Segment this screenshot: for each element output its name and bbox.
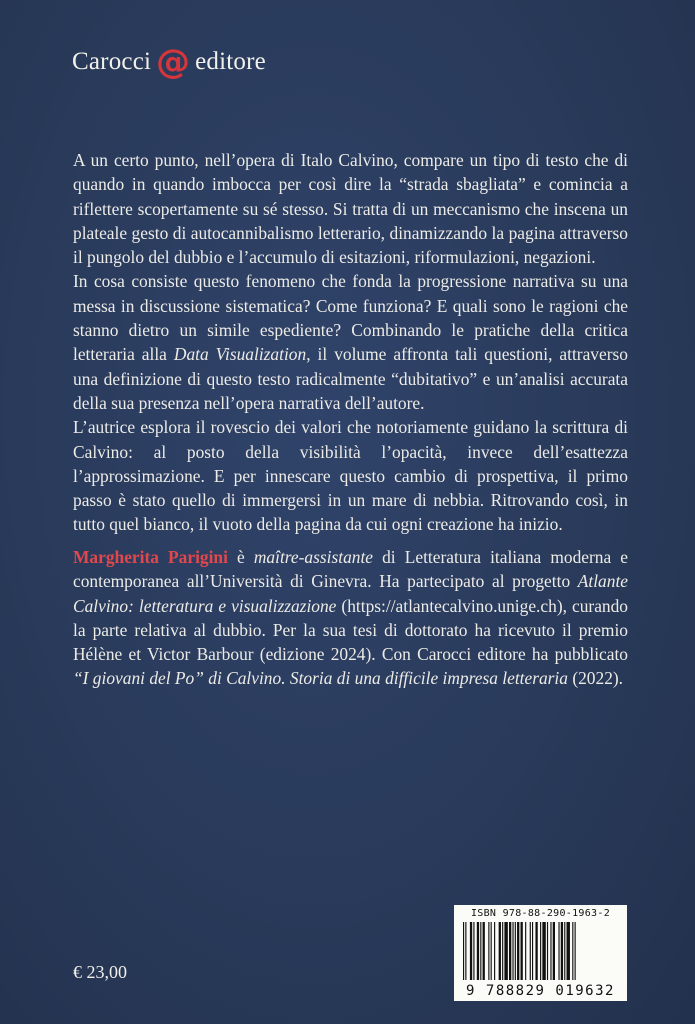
bio-project: Atlante Calvino: letteratura e visualizzazione <box>73 571 628 616</box>
description-p2-before: In cosa consiste questo fenomeno che fonda la progressione narrativa su una messa in discussione sistematica? Come funziona? E quali sono le ragioni che stanno dietro un simile espediente? Combinando le pratiche della critica letteraria alla <box>73 271 628 365</box>
bio-text-2: di Letteratura italiana moderna e contemporanea all’Università di Ginevra. Ha partecipato al progetto <box>73 547 629 592</box>
description-paragraph-1: A un certo punto, nell’opera di Italo Calvino, compare un tipo di testo che di quando in quando imbocca per così dire la “strada sbagliata” e comincia a riflettere scopertamente su sé stesso. Si tratta di un meccanismo che inscena un plateale gesto di autocannibalismo letterario, dinamizzando la pagina attraverso il pungolo del dubbio e l’accumulo di esitazioni, riformulazioni, negazioni. <box>73 150 628 268</box>
barcode-bars-icon <box>463 922 618 980</box>
description-p2-after: , il volume affronta tali questioni, attraverso una definizione di questo testo radicalmente “dubitativo” e un’analisi accurata della sua presenza nell’opera narrativa dell’autore. <box>73 344 628 413</box>
description-p2-italic: Data Visualization <box>173 344 307 365</box>
description-paragraph-3: L’autrice esplora il rovescio dei valori che notoriamente guidano la scrittura di Calvino: al posto della visibilità l’opacità, invece dell’esattezza l’approssimazione. E per innescare questo cambio di prospettiva, il primo passo è stato quello di immergersi in un mare di nebbia. Ritrovando così, in tutto quel bianco, il vuoto della pagina da cui ogni creazione ha inizio. <box>73 417 628 535</box>
publisher-name-right: editore <box>195 48 266 75</box>
isbn-label: ISBN 978-88-290-1963-2 <box>470 908 611 919</box>
publisher-logo <box>72 42 266 82</box>
at-sign-icon: @ <box>156 42 191 82</box>
price: € 23,00 <box>73 962 127 982</box>
barcode-digits: 9 788829 019632 <box>466 983 615 999</box>
author-name: Margherita Parigini <box>73 547 228 567</box>
bio-text-4: (2022). <box>567 668 624 689</box>
description-paragraph-2 <box>73 269 628 415</box>
isbn-barcode <box>454 905 627 1001</box>
bio-text-1: è <box>227 547 254 567</box>
bio-text-3: (https://atlantecalvino.unige.ch), curando la parte relativa al dubbio. Per la sua tesi di dottorato ha ricevuto il premio Hélène et Victor Barbour (edizione 2024). Con Carocci editore ha pubblicato <box>73 595 628 665</box>
book-description <box>73 148 628 537</box>
bio-book-title: “I giovani del Po” di Calvino. Storia di una difficile impresa letteraria <box>73 668 568 689</box>
bio-role: maître-assistante <box>253 547 374 567</box>
publisher-name-left: Carocci <box>72 48 152 75</box>
author-bio <box>73 545 628 691</box>
